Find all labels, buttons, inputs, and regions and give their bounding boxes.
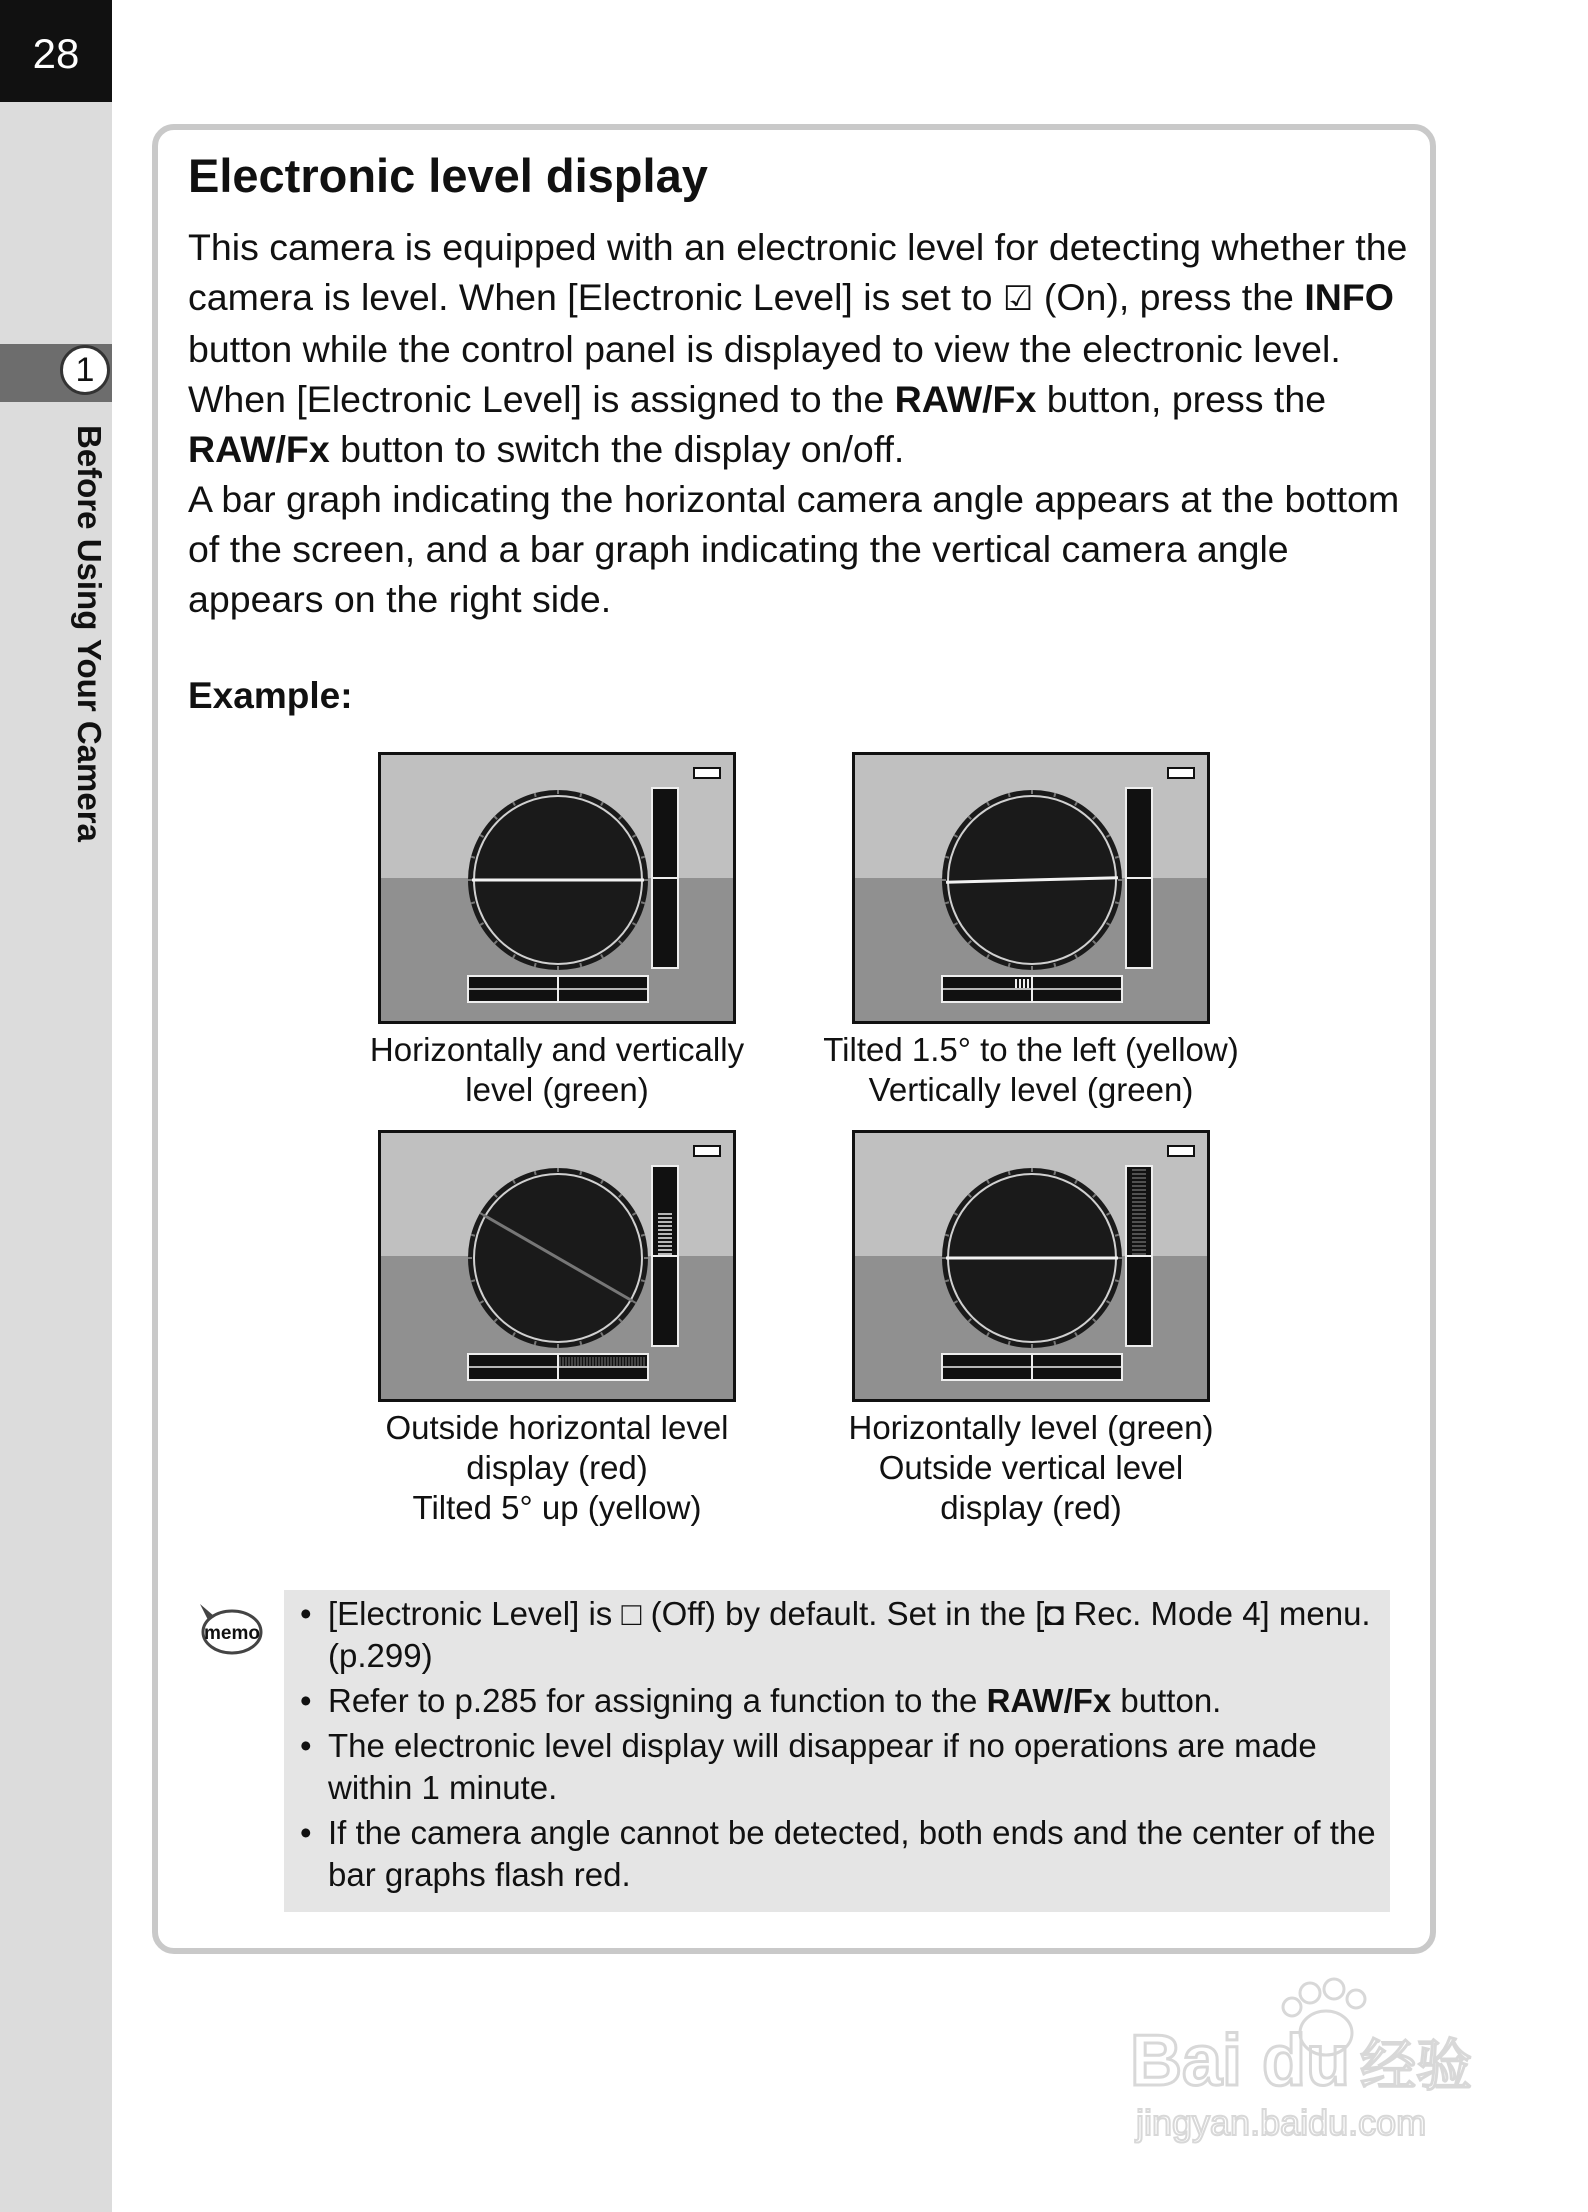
info-button-label: INFO xyxy=(1304,276,1394,318)
memo-icon xyxy=(192,1596,264,1660)
watermark-cn: 经验 xyxy=(1360,2034,1472,2099)
level-display-figure-3 xyxy=(378,1130,736,1402)
dial-tick xyxy=(1054,1341,1055,1345)
section-title: Electronic level display xyxy=(188,149,708,202)
example-label: Example: xyxy=(188,675,353,716)
figure-caption-1: Horizontally and vertically level (green) xyxy=(369,1031,745,1108)
dial-tick xyxy=(535,1171,536,1175)
dial-tick xyxy=(580,1171,581,1175)
dial-tick xyxy=(945,1280,949,1281)
dial-tick xyxy=(641,1280,645,1281)
battery-icon xyxy=(694,1146,720,1156)
raw-fx-button-label: RAW/Fx xyxy=(894,378,1037,420)
dial-tick xyxy=(1009,1171,1010,1175)
dial-tick xyxy=(1115,857,1119,858)
dial-tick xyxy=(535,1341,536,1345)
dial-tick xyxy=(471,1280,475,1281)
dial-tick xyxy=(535,793,536,797)
camera-icon: ◘ xyxy=(1044,1595,1065,1632)
dial-tick xyxy=(1054,793,1055,797)
dial-tick xyxy=(535,963,536,967)
memo-item-1: • [Electronic Level] is □ (Off) by default. Set in the [◘ Rec. Mode 4] menu. (p.299) xyxy=(298,1593,1378,1677)
dial-tick xyxy=(1054,963,1055,967)
memo-item-3: • The electronic level display will disappear if no operations are made within 1 minute. xyxy=(298,1725,1378,1809)
dial-tick xyxy=(1115,1280,1119,1281)
dial-tick xyxy=(1009,963,1010,967)
level-display-figure-4 xyxy=(852,1130,1210,1402)
body-text xyxy=(188,222,1418,624)
baidu-watermark xyxy=(1120,1975,1500,2155)
dial-tick xyxy=(471,1235,475,1236)
dial-tick xyxy=(945,857,949,858)
figure-caption-4: Horizontally level (green) Outside vertical level display (red) xyxy=(848,1409,1214,1526)
memo-item-2: • Refer to p.285 for assigning a function to the RAW/Fx button. xyxy=(298,1680,1378,1722)
memo-icon-label: memo xyxy=(204,1623,260,1644)
battery-icon xyxy=(1168,768,1194,778)
watermark-brand: Bai du xyxy=(1130,2021,1351,2101)
dial-tick xyxy=(471,902,475,903)
checkbox-on-icon: ☑ xyxy=(1002,280,1034,318)
dial-tick xyxy=(580,793,581,797)
dial-tick xyxy=(641,1235,645,1236)
paragraph-2: A bar graph indicating the horizontal camera angle appears at the bottom of the screen, and a bar graph indicating the vertical camera angle appears on the right side. xyxy=(188,478,1400,620)
dial-tick xyxy=(471,857,475,858)
dial-tick xyxy=(580,963,581,967)
level-display-figure-2 xyxy=(852,752,1210,1024)
dial-tick xyxy=(1115,1235,1119,1236)
off-box-icon: □ xyxy=(621,1595,642,1632)
level-display-figure-1 xyxy=(378,752,736,1024)
battery-icon xyxy=(694,768,720,778)
figure-caption-2: Tilted 1.5° to the left (yellow) Vertically level (green) xyxy=(823,1031,1239,1108)
dial-tick xyxy=(945,902,949,903)
memo-item-4: • If the camera angle cannot be detected, both ends and the center of the bar graphs flash red. xyxy=(298,1812,1378,1896)
dial-tick xyxy=(1054,1171,1055,1175)
dial-tick xyxy=(1009,793,1010,797)
dial-tick xyxy=(945,1235,949,1236)
watermark-url: jingyan.baidu.com xyxy=(1136,2102,1427,2143)
dial-tick xyxy=(1009,1341,1010,1345)
raw-fx-button-label: RAW/Fx xyxy=(188,428,330,470)
dial-tick xyxy=(1115,902,1119,903)
battery-icon xyxy=(1168,1146,1194,1156)
dial-tick xyxy=(641,902,645,903)
page-number: 28 xyxy=(0,0,112,102)
raw-fx-button-label: RAW/Fx xyxy=(986,1682,1112,1719)
paragraph-1: This camera is equipped with an electronic level for detecting whether the camera is level. When [Electronic Level] is set to ☑ (On), press the INFO button while the control panel is displayed to view the electronic level. When [Electronic Level] is assigned to the RAW/Fx button, press the RAW/Fx button to switch the display on/off. xyxy=(188,226,1408,470)
dial-tick xyxy=(641,857,645,858)
chapter-title: Before Using Your Camera xyxy=(71,425,108,842)
dial-tick xyxy=(580,1341,581,1345)
chapter-sidebar xyxy=(0,0,112,2212)
memo-list xyxy=(298,1593,1378,1899)
chapter-number: 1 xyxy=(60,345,110,395)
figure-caption-3: Outside horizontal level display (red) Tilted 5° up (yellow) xyxy=(385,1409,729,1526)
